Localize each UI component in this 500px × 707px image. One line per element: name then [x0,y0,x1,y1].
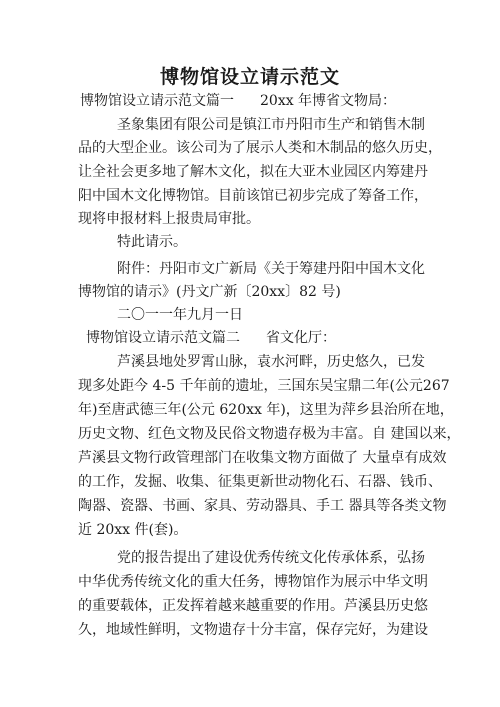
doc1-heading-line [80,92,396,110]
doc1-body-line: 圣象集团有限公司是镇江市丹阳市生产和销售木制 [117,117,425,133]
doc2-heading: 博物馆设立请示范文篇二 [86,330,240,346]
doc1-date: 二〇一一年九月一日 [117,307,243,323]
doc2-para1-line: 现多处距今 4-5 千年前的遗址，三国东吴宝鼎二年(公元267 [78,378,450,394]
doc1-attachment-line: 博物馆的请示》(丹文广新〔20xx〕82 号) [78,284,341,300]
doc2-para1-line: 年)至唐武德三年(公元 620xx 年)，这里为萍乡县治所在地， [78,402,454,418]
doc2-para1-line: 历史文物、红色文物及民俗文物遗存极为丰富。自 建国以来， [78,426,461,442]
doc2-para2-line: 党的报告提出了建设优秀传统文化传承体系，弘扬 [117,550,425,566]
doc1-body-line: 让全社会更多地了解木文化，拟在大亚木业园区内筹建丹 [78,164,428,180]
doc2-recipient: 省文化厅： [266,330,336,346]
doc1-recipient: 20xx 年博省文物局： [260,93,397,109]
doc1-body-line: 品的大型企业。该公司为了展示人类和木制品的悠久历史， [78,140,442,156]
doc2-heading-line [86,329,336,347]
doc2-para2-line: 中华优秀传统文化的重大任务，博物馆作为展示中华文明 [78,574,428,590]
doc2-para2-line: 久，地域性鲜明，文物遗存十分丰富，保存完好，为建设 [78,622,428,638]
doc1-heading: 博物馆设立请示范文篇一 [80,93,234,109]
doc1-attachment-line: 附件：丹阳市文广新局《关于筹建丹阳中国木文化 [117,261,425,277]
doc2-para1-line: 芦溪县文物行政管理部门在收集文物方面做了 大量卓有成效 [78,450,447,466]
doc2-para1-line: 陶器、瓷器、书画、家具、劳动器具、手工 器具等各类文物 [78,498,447,514]
document-title: 博物馆设立请示范文 [159,66,340,88]
doc1-body-line: 现将申报材料上报贵局审批。 [78,211,260,227]
doc2-para1-line: 近 20xx 件(套)。 [78,522,188,538]
doc2-para1-line: 芦溪县地处罗霄山脉，袁水河畔，历史悠久，已发 [117,354,425,370]
doc2-para2-line: 的重要载体，正发挥着越来越重要的作用。芦溪县历史悠 [78,598,428,614]
doc1-body-line: 阳中国木文化博物馆。目前该馆已初步完成了筹备工作， [78,188,428,204]
doc2-para1-line: 的工作，发掘、收集、征集更新世动物化石、石器、钱币、 [78,474,442,490]
doc1-closing: 特此请示。 [117,234,187,250]
